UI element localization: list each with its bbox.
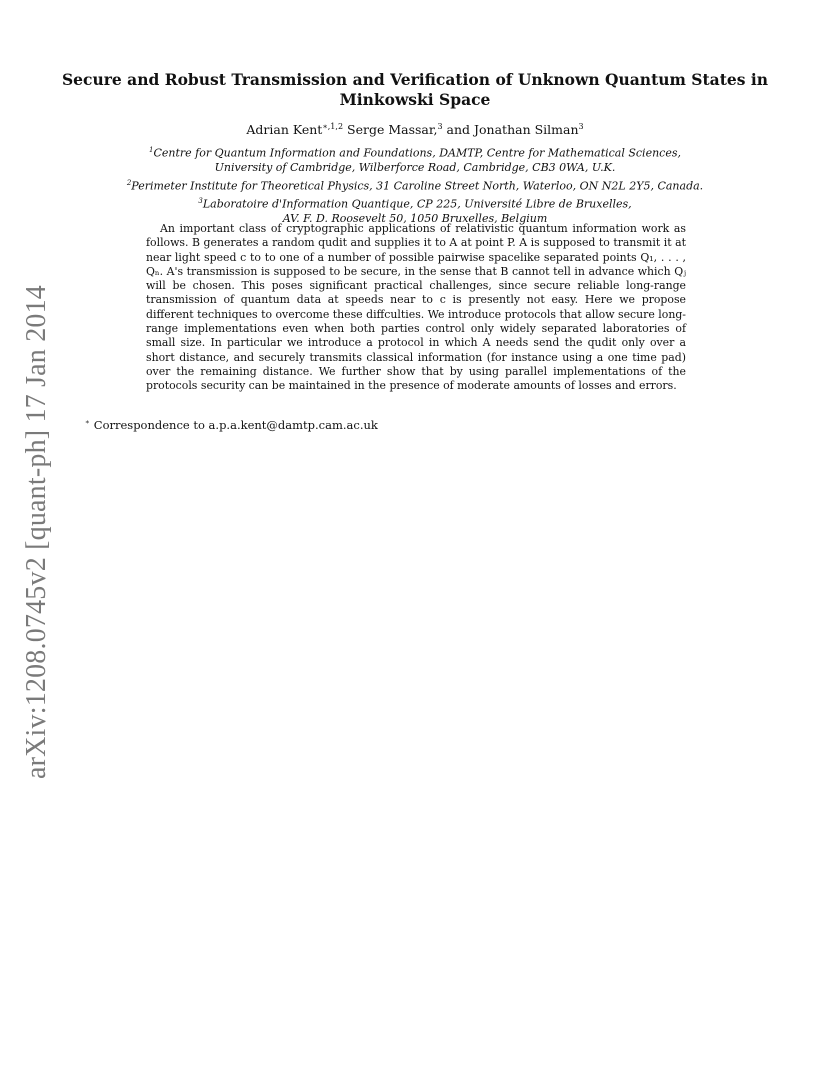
affiliation-line — [60, 161, 770, 176]
affiliation-number: 2 — [126, 178, 132, 187]
arxiv-stamp — [12, 284, 62, 780]
affiliation-text: Centre for Quantum Information and Foundations, DAMTP, Centre for Mathematical Sciences, — [153, 146, 681, 160]
author-conjunction: and — [446, 122, 471, 138]
affiliation-text: Laboratoire d'Information Quantique, CP 225, Université Libre de Bruxelles, — [202, 197, 632, 211]
arxiv-stamp-text: arXiv:1208.0745v2 [quant-ph] 17 Jan 2014 — [21, 284, 53, 780]
paper-title: Secure and Robust Transmission and Verification of Unknown Quantum States in Minkowski Space — [61, 70, 768, 109]
author-name: Adrian Kent — [246, 122, 323, 138]
author-name: Jonathan Silman — [474, 122, 579, 138]
affiliation-line — [60, 194, 770, 212]
affiliations — [60, 143, 770, 226]
author-marks: ∗,1,2 — [322, 122, 344, 131]
affiliation-text: AV. F. D. Roosevelt 50, 1050 Bruxelles, Belgium — [282, 211, 548, 225]
footnote-text: Correspondence to a.p.a.kent@damtp.cam.ac.uk — [93, 418, 378, 432]
author-list — [60, 122, 770, 137]
affiliation-number: 3 — [198, 196, 203, 205]
correspondence-footnote — [85, 418, 378, 432]
affiliation-line — [60, 143, 770, 161]
affiliation-text: University of Cambridge, Wilberforce Road, Cambridge, CB3 0WA, U.K. — [214, 161, 616, 175]
affiliation-number: 1 — [149, 146, 154, 154]
author-name: Serge Massar, — [347, 122, 438, 138]
footnote-mark: ∗ — [85, 418, 90, 427]
affiliation-text: Perimeter Institute for Theoretical Physics, 31 Caroline Street North, Waterloo, ON N2L 2Y5, Canada. — [131, 179, 704, 193]
author-marks: 3 — [578, 122, 584, 131]
abstract: An important class of cryptographic applications of relativistic quantum information work as follows. B generates a random qudit and supplies it to A at point P. A is supposed to transmit it at near light speed c to to one of a number of possible pairwise spacelike separated points Q₁, . . . , Qₙ. A's transmission is supposed to be secure, in the sense that B cannot tell in advance which Qⱼ will be chosen. This poses significant practical challenges, since secure reliable long-range transmission of quantum data at speeds near to c is presently not easy. Here we propose different techniques to overcome these diffculties. We introduce protocols that allow secure long-range implementations even when both parties control only widely separated laboratories of small size. In particular we introduce a protocol in which A needs send the qudit only over a short distance, and securely transmits classical information (for instance using a one time pad) over the remaining distance. We further show that by using parallel implementations of the protocols security can be maintained in the presence of moderate amounts of losses and errors. — [146, 222, 686, 393]
author-marks: 3 — [437, 122, 443, 131]
affiliation-line — [60, 176, 770, 194]
